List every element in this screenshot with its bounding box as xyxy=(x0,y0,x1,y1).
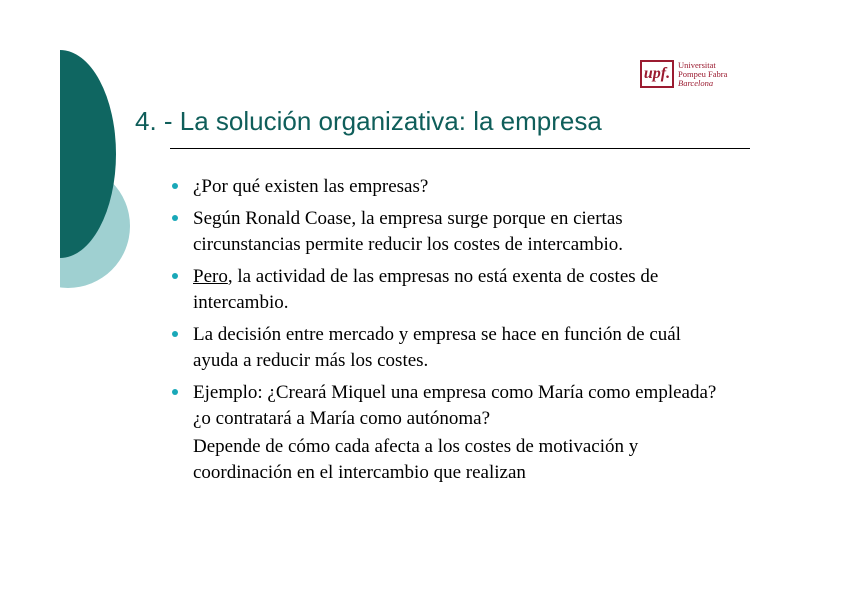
logo-line-2: Pompeu Fabra xyxy=(678,68,728,79)
upf-logo xyxy=(640,60,727,88)
bullet-underlined-word: Pero xyxy=(193,266,228,287)
bullet-text: Ejemplo: ¿Creará Miquel una empresa como María como empleada? ¿o contratará a María como autónoma? xyxy=(193,382,717,429)
title-divider xyxy=(170,148,750,149)
bullet-dot-icon xyxy=(172,215,178,221)
bullet-dot-icon xyxy=(172,183,178,189)
followup-text: Depende de cómo cada afecta a los costes de motivación y coordinación en el intercambio que realizan xyxy=(193,436,639,483)
bullet-item xyxy=(170,380,730,432)
bullet-dot-icon xyxy=(172,389,178,395)
bullet-list xyxy=(170,174,730,492)
upf-logo-mark: upf. xyxy=(640,60,674,88)
bullet-dot-icon xyxy=(172,331,178,337)
decorative-circles xyxy=(0,0,140,320)
followup-paragraph xyxy=(170,434,730,486)
logo-line-1: Universitat xyxy=(678,59,716,70)
slide-title: 4. - La solución organizativa: la empresa xyxy=(135,106,602,136)
bullet-item xyxy=(170,206,730,258)
bullet-text: ¿Por qué existen las empresas? xyxy=(193,176,429,197)
bullet-dot-icon xyxy=(172,273,178,279)
bullet-item xyxy=(170,322,730,374)
bullet-text: La decisión entre mercado y empresa se hace en función de cuál ayuda a reducir más los costes. xyxy=(193,324,681,371)
bullet-item xyxy=(170,264,730,316)
upf-logo-text xyxy=(678,61,727,88)
bullet-item xyxy=(170,174,730,200)
logo-line-3: Barcelona xyxy=(678,77,714,88)
bullet-text: , la actividad de las empresas no está exenta de costes de intercambio. xyxy=(193,266,659,313)
bullet-text: Según Ronald Coase, la empresa surge porque en ciertas circunstancias permite reducir los costes de intercambio. xyxy=(193,208,623,255)
